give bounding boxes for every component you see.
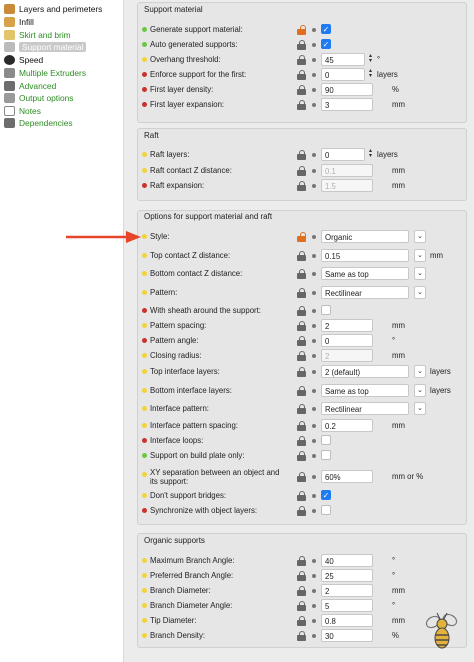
setting-label: Maximum Branch Angle:: [150, 556, 235, 565]
first-layer-expansion-input[interactable]: 3: [321, 98, 373, 111]
sidebar-item-label: Output options: [19, 93, 74, 103]
setting-row-pattern-spacing: [142, 319, 472, 333]
lock-icon[interactable]: [297, 55, 306, 65]
unit-label: °: [392, 556, 396, 565]
speed-icon: [4, 55, 15, 65]
unlock-icon[interactable]: [297, 232, 306, 242]
top-contact-z-combo[interactable]: 0.15: [321, 249, 409, 262]
setting-label: Preferred Branch Angle:: [150, 571, 234, 580]
reset-dot-icon[interactable]: [312, 169, 316, 173]
reset-dot-icon[interactable]: [312, 291, 316, 295]
reset-dot-icon[interactable]: [312, 494, 316, 498]
reset-dot-icon[interactable]: [312, 509, 316, 513]
pattern-select[interactable]: Rectilinear: [321, 286, 409, 299]
xy-separation-input[interactable]: 60%: [321, 470, 373, 483]
setting-row-interface-pattern: [142, 402, 472, 416]
setting-label: Raft expansion:: [150, 181, 205, 190]
lock-icon[interactable]: [297, 367, 306, 377]
lock-icon[interactable]: [297, 601, 306, 611]
output-icon: [4, 93, 15, 103]
setting-row-pattern-angle: [142, 334, 472, 348]
chevron-down-icon[interactable]: ⌄: [414, 230, 426, 243]
lock-icon[interactable]: [297, 288, 306, 298]
sidebar-item-support-material[interactable]: [4, 41, 86, 53]
sidebar-item-output-options[interactable]: [4, 92, 73, 104]
sidebar-item-dependencies[interactable]: [4, 117, 73, 129]
status-dot: [142, 72, 147, 77]
unit-label: %: [392, 631, 399, 640]
branch-diameter-angle-input[interactable]: 5: [321, 599, 373, 612]
lock-icon[interactable]: [297, 506, 306, 516]
reset-dot-icon[interactable]: [312, 354, 316, 358]
setting-label: Top interface layers:: [150, 367, 220, 376]
tip-diameter-input[interactable]: 0.8: [321, 614, 373, 627]
setting-label: Synchronize with object layers:: [150, 506, 258, 515]
interface-pattern-select[interactable]: Rectilinear: [321, 402, 409, 415]
setting-label: Raft contact Z distance:: [150, 166, 232, 175]
setting-row-branch-diameter-angle: [142, 599, 472, 613]
lock-icon[interactable]: [297, 436, 306, 446]
lock-icon[interactable]: [297, 336, 306, 346]
sidebar-item-label: Layers and perimeters: [19, 4, 103, 14]
unit-label: mm: [392, 181, 405, 190]
setting-label: Bottom contact Z distance:: [150, 269, 243, 278]
section-title: Options for support material and raft: [144, 212, 273, 221]
lock-icon[interactable]: [297, 571, 306, 581]
with-sheath-checkbox[interactable]: [321, 305, 331, 315]
setting-row-top-interface-layers: [142, 365, 472, 379]
section-title: Organic supports: [144, 536, 205, 545]
reset-dot-icon[interactable]: [312, 574, 316, 578]
first-layer-density-input[interactable]: 90: [321, 83, 373, 96]
lock-icon[interactable]: [297, 631, 306, 641]
reset-dot-icon[interactable]: [312, 103, 316, 107]
lock-icon[interactable]: [297, 251, 306, 261]
wrench-icon: [4, 118, 15, 128]
lock-icon[interactable]: [297, 351, 306, 361]
spin-arrows-icon[interactable]: ▴ ▾: [368, 68, 372, 79]
unit-label: mm: [392, 100, 405, 109]
sidebar-item-label: Multiple Extruders: [19, 68, 87, 78]
sidebar-item-infill[interactable]: [4, 16, 34, 28]
section-title: Raft: [144, 131, 159, 140]
lock-icon[interactable]: [297, 321, 306, 331]
status-dot: [142, 603, 147, 608]
reset-dot-icon[interactable]: [312, 634, 316, 638]
setting-label: Interface pattern spacing:: [150, 421, 238, 430]
pattern-spacing-input[interactable]: 2: [321, 319, 373, 332]
status-dot: [142, 438, 147, 443]
lock-icon[interactable]: [297, 181, 306, 191]
unit-label: mm: [392, 351, 405, 360]
unit-label: mm: [430, 251, 443, 260]
setting-row-raft-expansion: [142, 179, 472, 193]
unit-label: °: [392, 601, 396, 610]
sidebar-item-advanced[interactable]: [4, 80, 56, 92]
lock-icon[interactable]: [297, 472, 306, 482]
section-title: Support material: [144, 5, 203, 14]
branch-density-input[interactable]: 30: [321, 629, 373, 642]
top-interface-layers-combo[interactable]: 2 (default): [321, 365, 409, 378]
reset-dot-icon[interactable]: [312, 43, 316, 47]
layers-icon: [4, 4, 15, 14]
reset-dot-icon[interactable]: [312, 407, 316, 411]
reset-dot-icon[interactable]: [312, 28, 316, 32]
setting-row-first-layer-expansion: [142, 98, 472, 112]
setting-row-preferred-branch-angle: [142, 569, 472, 583]
chevron-down-icon[interactable]: ⌄: [414, 267, 426, 280]
unit-label: layers: [377, 70, 398, 79]
interface-pattern-spacing-input[interactable]: 0.2: [321, 419, 373, 432]
status-dot: [142, 338, 147, 343]
lock-icon[interactable]: [297, 586, 306, 596]
lock-icon[interactable]: [297, 451, 306, 461]
status-dot: [142, 168, 147, 173]
lock-icon[interactable]: [297, 404, 306, 414]
synchronize-layers-checkbox[interactable]: [321, 505, 331, 515]
lock-icon[interactable]: [297, 150, 306, 160]
bee-logo-icon: [424, 608, 460, 654]
lock-icon[interactable]: [297, 269, 306, 279]
setting-row-pattern: [142, 286, 472, 300]
setting-label: First layer expansion:: [150, 100, 225, 109]
chevron-down-icon[interactable]: ⌄: [414, 402, 426, 415]
status-dot: [142, 558, 147, 563]
status-dot: [142, 369, 147, 374]
max-branch-angle-input[interactable]: 40: [321, 554, 373, 567]
setting-row-interface-pattern-spacing: [142, 419, 472, 433]
setting-row-overhang-threshold: [142, 53, 472, 67]
setting-label: With sheath around the support:: [150, 306, 261, 315]
status-dot: [142, 618, 147, 623]
setting-row-xy-separation: [142, 467, 472, 489]
setting-row-bottom-interface-layers: [142, 384, 472, 398]
reset-dot-icon[interactable]: [312, 58, 316, 62]
status-dot: [142, 388, 147, 393]
reset-dot-icon[interactable]: [312, 324, 316, 328]
preferred-branch-angle-input[interactable]: 25: [321, 569, 373, 582]
pattern-angle-input[interactable]: 0: [321, 334, 373, 347]
raft-expansion-input[interactable]: 1.5: [321, 179, 373, 192]
setting-label: Interface pattern:: [150, 404, 209, 413]
status-dot: [142, 152, 147, 157]
interface-loops-checkbox[interactable]: [321, 435, 331, 445]
reset-dot-icon[interactable]: [312, 424, 316, 428]
auto-generated-checkbox[interactable]: ✓: [322, 40, 330, 49]
reset-dot-icon[interactable]: [312, 589, 316, 593]
raft-layers-input[interactable]: 0: [321, 148, 365, 161]
unit-label: mm or %: [392, 472, 424, 481]
infill-icon: [4, 17, 15, 27]
sidebar-item-label: Dependencies: [19, 118, 73, 128]
unit-label: °: [377, 55, 381, 64]
setting-label: Overhang threshold:: [150, 55, 221, 64]
setting-label: Closing radius:: [150, 351, 202, 360]
setting-row-tip-diameter: [142, 614, 472, 628]
setting-row-with-sheath: [142, 304, 472, 318]
setting-label: Raft layers:: [150, 150, 190, 159]
reset-dot-icon[interactable]: [312, 619, 316, 623]
status-dot: [142, 57, 147, 62]
support-icon: [4, 42, 15, 52]
unit-label: mm: [392, 166, 405, 175]
setting-row-branch-diameter: [142, 584, 472, 598]
setting-label: Branch Diameter:: [150, 586, 211, 595]
unit-label: mm: [392, 421, 405, 430]
status-dot: [142, 102, 147, 107]
setting-label: Pattern spacing:: [150, 321, 207, 330]
chevron-down-icon[interactable]: ⌄: [414, 249, 426, 262]
setting-row-interface-loops: [142, 434, 472, 448]
status-dot: [142, 508, 147, 513]
status-dot: [142, 308, 147, 313]
setting-label: Don't support bridges:: [150, 491, 227, 500]
lock-icon[interactable]: [297, 556, 306, 566]
bottom-interface-layers-combo[interactable]: Same as top: [321, 384, 409, 397]
unit-label: layers: [377, 150, 398, 159]
dont-support-bridges-checkbox[interactable]: ✓: [322, 491, 330, 500]
reset-dot-icon[interactable]: [312, 475, 316, 479]
sidebar-item-label: Speed: [19, 55, 44, 65]
chevron-down-icon[interactable]: ⌄: [414, 365, 426, 378]
setting-row-branch-density: [142, 629, 472, 643]
lock-icon[interactable]: [297, 616, 306, 626]
lock-icon[interactable]: [297, 85, 306, 95]
status-dot: [142, 423, 147, 428]
extruder-icon: [4, 68, 15, 78]
setting-label: Branch Diameter Angle:: [150, 601, 233, 610]
setting-label: Style:: [150, 232, 170, 241]
setting-label: XY separation between an object and: [150, 468, 280, 477]
status-dot: [142, 183, 147, 188]
status-dot: [142, 573, 147, 578]
lock-icon[interactable]: [297, 40, 306, 50]
lock-icon[interactable]: [297, 386, 306, 396]
setting-row-first-layer-density: [142, 83, 472, 97]
style-select[interactable]: Organic: [321, 230, 409, 243]
wrench-icon: [4, 81, 15, 91]
reset-dot-icon[interactable]: [312, 235, 316, 239]
unit-label: layers: [430, 367, 451, 376]
setting-label: Branch Density:: [150, 631, 206, 640]
setting-label: Auto generated supports:: [150, 40, 238, 49]
annotation-arrow-icon: [66, 231, 141, 243]
sidebar-item-skirt-and-brim[interactable]: [4, 29, 71, 41]
unit-label: °: [392, 336, 396, 345]
overhang-threshold-input[interactable]: 45: [321, 53, 365, 66]
unit-label: mm: [392, 321, 405, 330]
setting-label: Pattern angle:: [150, 336, 199, 345]
sidebar-item-label: Infill: [19, 17, 34, 27]
status-dot: [142, 87, 147, 92]
bottom-contact-z-combo[interactable]: Same as top: [321, 267, 409, 280]
status-dot: [142, 472, 147, 477]
reset-dot-icon[interactable]: [312, 339, 316, 343]
lock-icon[interactable]: [297, 491, 306, 501]
setting-row-enforce-support: [142, 68, 472, 82]
status-dot: [142, 27, 147, 32]
reset-dot-icon[interactable]: [312, 389, 316, 393]
setting-label: Bottom interface layers:: [150, 386, 232, 395]
setting-row-raft-contact-z: [142, 164, 472, 178]
reset-dot-icon[interactable]: [312, 184, 316, 188]
setting-label: First layer density:: [150, 85, 214, 94]
reset-dot-icon[interactable]: [312, 73, 316, 77]
setting-label: Enforce support for the first:: [150, 70, 247, 79]
reset-dot-icon[interactable]: [312, 153, 316, 157]
setting-row-closing-radius: [142, 349, 472, 363]
skirt-icon: [4, 30, 15, 40]
sidebar-item-label: Advanced: [19, 81, 57, 91]
reset-dot-icon[interactable]: [312, 272, 316, 276]
reset-dot-icon[interactable]: [312, 439, 316, 443]
setting-row-max-branch-angle: [142, 554, 472, 568]
unit-label: layers: [430, 386, 451, 395]
closing-radius-input[interactable]: 2: [321, 349, 373, 362]
lock-icon[interactable]: [297, 166, 306, 176]
unit-label: %: [392, 85, 399, 94]
sidebar-item-speed[interactable]: [4, 54, 43, 66]
setting-label: Interface loops:: [150, 436, 204, 445]
status-dot: [142, 353, 147, 358]
status-dot: [142, 406, 147, 411]
settings-sidebar: [0, 0, 124, 662]
setting-label: Support on build plate only:: [150, 451, 245, 460]
setting-label: Pattern:: [150, 288, 178, 297]
reset-dot-icon[interactable]: [312, 454, 316, 458]
build-plate-only-checkbox[interactable]: [321, 450, 331, 460]
setting-row-auto-generated: [142, 38, 472, 52]
reset-dot-icon[interactable]: [312, 309, 316, 313]
reset-dot-icon[interactable]: [312, 370, 316, 374]
unlock-icon[interactable]: [297, 25, 306, 35]
setting-label: Generate support material:: [150, 25, 243, 34]
status-dot: [142, 588, 147, 593]
setting-label-line2: its support:: [150, 477, 189, 486]
lock-icon[interactable]: [297, 70, 306, 80]
notes-icon: [4, 106, 15, 116]
setting-row-synchronize-layers: [142, 504, 472, 518]
lock-icon[interactable]: [297, 100, 306, 110]
chevron-down-icon[interactable]: ⌄: [414, 384, 426, 397]
unit-label: mm: [392, 616, 405, 625]
raft-contact-z-input[interactable]: 0.1: [321, 164, 373, 177]
spin-arrows-icon[interactable]: ▴ ▾: [368, 148, 372, 159]
status-dot: [142, 290, 147, 295]
status-dot: [142, 453, 147, 458]
generate-support-checkbox[interactable]: ✓: [322, 25, 330, 34]
setting-row-top-contact-z: [142, 249, 472, 263]
lock-icon[interactable]: [297, 421, 306, 431]
status-dot: [142, 633, 147, 638]
status-dot: [142, 493, 147, 498]
status-dot: [142, 253, 147, 258]
setting-row-bottom-contact-z: [142, 267, 472, 281]
status-dot: [142, 323, 147, 328]
reset-dot-icon[interactable]: [312, 88, 316, 92]
status-dot: [142, 42, 147, 47]
sidebar-item-label: Skirt and brim: [19, 30, 71, 40]
sidebar-item-notes[interactable]: [4, 105, 41, 117]
setting-label: Tip Diameter:: [150, 616, 197, 625]
sidebar-item-multiple-extruders[interactable]: [4, 67, 86, 79]
sidebar-item-label: Support material: [19, 42, 86, 52]
reset-dot-icon[interactable]: [312, 559, 316, 563]
branch-diameter-input[interactable]: 2: [321, 584, 373, 597]
status-dot: [142, 271, 147, 276]
setting-row-dont-support-bridges: [142, 489, 472, 503]
lock-icon[interactable]: [297, 306, 306, 316]
setting-label: Top contact Z distance:: [150, 251, 231, 260]
setting-row-generate-support: [142, 23, 472, 37]
status-dot: [142, 234, 147, 239]
settings-panel: [124, 0, 474, 662]
enforce-support-input[interactable]: 0: [321, 68, 365, 81]
spin-arrows-icon[interactable]: ▴ ▾: [368, 53, 372, 64]
setting-row-raft-layers: [142, 148, 472, 162]
setting-row-style: [142, 230, 472, 244]
sidebar-item-layers-and-perimeters[interactable]: [4, 3, 102, 15]
chevron-down-icon[interactable]: ⌄: [414, 286, 426, 299]
reset-dot-icon[interactable]: [312, 604, 316, 608]
unit-label: °: [392, 571, 396, 580]
sidebar-item-label: Notes: [19, 106, 41, 116]
unit-label: mm: [392, 586, 405, 595]
reset-dot-icon[interactable]: [312, 254, 316, 258]
setting-row-build-plate-only: [142, 449, 472, 463]
